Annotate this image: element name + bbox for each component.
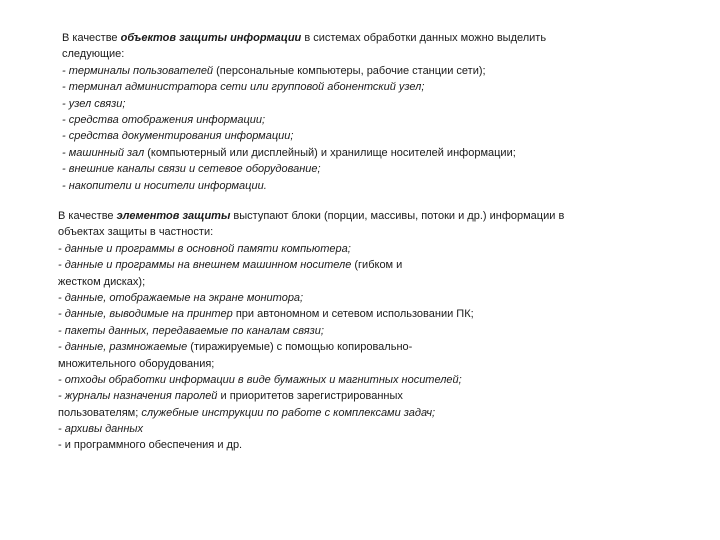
text-line <box>58 339 564 355</box>
text-line <box>62 79 546 95</box>
text-line <box>62 112 546 128</box>
text-segment: - машинный зал <box>62 146 145 159</box>
text-segment: - данные и программы в основной памяти компьютера; <box>58 242 351 255</box>
text-line <box>58 356 564 372</box>
text-segment: в системах обработки данных можно выделить <box>301 32 547 44</box>
text-segment: выступают блоки (порции, массивы, потоки и др.) информации в <box>230 210 565 222</box>
text-segment: В качестве <box>62 32 121 44</box>
text-line <box>58 274 564 290</box>
emphasis-term: объектов защиты информации <box>120 32 302 44</box>
text-line <box>62 46 546 62</box>
emphasis-term: элементов защиты <box>116 210 231 222</box>
text-segment: (персональные компьютеры, рабочие станции сети); <box>213 64 486 77</box>
text-line <box>62 30 546 46</box>
text-line <box>58 323 564 339</box>
text-segment: - узел связи; <box>62 97 126 110</box>
text-segment: при автономном и сетевом использовании ПК; <box>232 308 474 321</box>
text-segment: - данные, размножаемые <box>58 341 188 354</box>
text-line <box>58 306 564 322</box>
text-segment: (компьютерный или дисплейный) и хранилище носителей информации; <box>144 146 516 159</box>
text-segment: - данные, отображаемые на экране монитора; <box>58 291 304 304</box>
text-line <box>58 224 564 240</box>
text-line <box>58 290 564 306</box>
text-line <box>62 128 546 144</box>
text-line <box>62 145 546 161</box>
objects-of-protection-text <box>62 30 546 194</box>
text-segment: - отходы обработки информации в виде бумажных и магнитных носителей; <box>58 373 462 386</box>
text-line <box>58 257 564 273</box>
text-line <box>58 437 564 453</box>
text-line <box>58 421 564 437</box>
text-segment: (тиражируемые) с помощью копировально- <box>187 341 413 354</box>
text-line <box>58 241 564 257</box>
text-line <box>58 405 564 421</box>
text-segment: и приоритетов зарегистрированных <box>217 390 403 403</box>
text-segment: - терминалы пользователей <box>62 64 214 77</box>
elements-of-protection-text <box>58 208 564 454</box>
text-segment: - средства документирования информации; <box>62 130 294 143</box>
text-segment: множительного оборудования; <box>58 357 215 370</box>
text-line <box>62 63 546 79</box>
text-line <box>58 372 564 388</box>
text-segment: - и программного обеспечения и др. <box>58 439 243 452</box>
text-segment: (гибком и <box>351 259 403 272</box>
text-segment: - средства отображения информации; <box>62 113 266 126</box>
text-line <box>58 388 564 404</box>
text-segment: - данные и программы на внешнем машинном носителе <box>58 259 352 272</box>
text-segment: жестком дисках); <box>58 275 146 288</box>
text-segment: - данные, выводимые на принтер <box>58 308 233 321</box>
text-segment: - внешние каналы связи и сетевое оборудование; <box>62 163 321 176</box>
text-segment: - пакеты данных, передаваемые по каналам связи; <box>58 324 324 337</box>
text-segment: следующие: <box>62 48 125 61</box>
text-segment: объектах защиты в частности: <box>58 226 214 239</box>
text-segment: - журналы назначения паролей <box>58 390 218 403</box>
text-segment: - терминал администратора сети или групповой абонентский узел; <box>62 81 425 94</box>
text-line <box>62 96 546 112</box>
text-segment: - архивы данных <box>58 423 143 436</box>
text-line <box>58 208 564 224</box>
text-line <box>62 161 546 177</box>
text-segment: В качестве <box>58 210 117 222</box>
text-line <box>62 178 546 194</box>
text-segment: служебные инструкции по работе с комплексами задач; <box>141 406 436 419</box>
text-segment: пользователям; <box>58 406 142 419</box>
text-segment: - накопители и носители информации. <box>62 179 267 192</box>
